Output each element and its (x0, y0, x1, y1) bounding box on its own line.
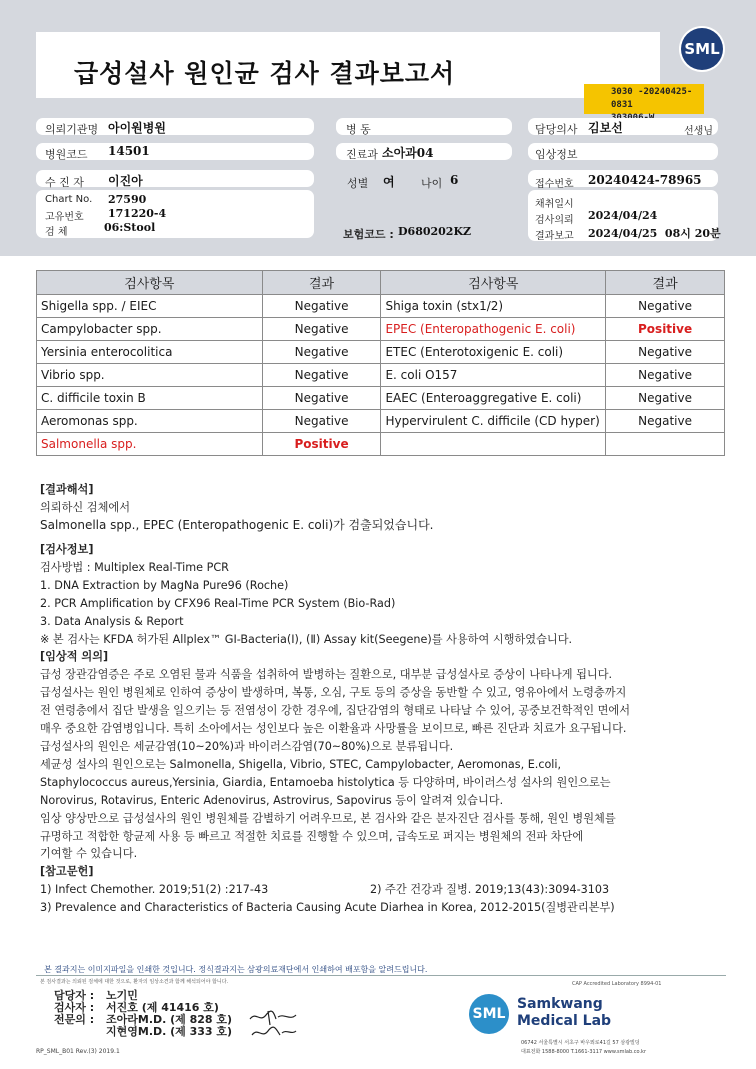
specimen-value: 06:Stool (104, 221, 156, 234)
doctor-suffix: 선생님 (684, 126, 713, 137)
clinical-line: 매우 중요한 감염병입니다. 특히 소아에서는 성인보다 높은 이환율과 사망률을 보이므로, 빠른 진단과 치료가 요구됩니다. (40, 722, 627, 736)
reference-3: 3) Prevalence and Characteristics of Bacteria Causing Acute Diarhea in Korea, 2012-2015(질병관리본부) (40, 901, 615, 915)
test-result: Negative (606, 387, 725, 410)
sml-circle-icon: SML (469, 994, 509, 1034)
staff-name: 조아라M.D. (제 828 호) (106, 1013, 233, 1026)
request-value: 2024/04/24 (588, 209, 658, 222)
sml-logo-icon: SML (681, 28, 723, 70)
hospital-code-label: 병원코드 (45, 148, 88, 161)
table-row (37, 410, 725, 433)
receipt-value: 20240424-78965 (588, 173, 702, 187)
test-item: Shiga toxin (stx1/2) (381, 295, 606, 318)
table-row (37, 318, 725, 341)
ward-label: 병 동 (346, 123, 371, 136)
clinical-line: 급성설사는 원인 병원체로 인하여 증상이 발생하며, 복통, 오심, 구토 등의 증상을 동반할 수 있고, 영유아에서 노령층까지 (40, 686, 627, 700)
report-value: 2024/04/25 08시 20분 (588, 227, 721, 240)
clinical-line: 급성 장관감염증은 주로 오염된 물과 식품을 섭취하여 발병하는 질환으로, 대부분 급성설사로 증상이 나타나게 됩니다. (40, 668, 613, 682)
clinical-line: 기여할 수 있습니다. (40, 847, 138, 861)
test-item: E. coli O157 (381, 364, 606, 387)
test-info-heading: [검사정보] (40, 543, 94, 556)
clinical-line: 전 연령층에서 집단 발생을 일으키는 등 전염성이 강한 경우에, 집단감염의 형태로 나타날 수 있어, 공중보건학적인 면에서 (40, 704, 631, 718)
staff-name: 노기민 (106, 989, 138, 1002)
age-label: 나이 (421, 177, 443, 190)
reference-2: 2) 주간 건강과 질병. 2019;13(43):3094-3103 (370, 883, 610, 897)
receipt-label: 접수번호 (535, 179, 574, 190)
specimen-label: 검 체 (45, 227, 68, 238)
reference-1: 1) Infect Chemother. 2019;51(2) :217-43 (40, 883, 269, 897)
col-header-result: 결과 (262, 271, 381, 295)
insurance-value: D680202KZ (398, 225, 472, 238)
clinical-line: 세균성 설사의 원인으로는 Salmonella, Shigella, Vibrio, STEC, Campylobacter, Aeromonas, E.coli, (40, 757, 562, 771)
interpretation-line: 의뢰하신 검체에서 (40, 500, 131, 514)
test-result: Negative (262, 387, 381, 410)
clinical-line: 임상 양상만으로 급성설사의 원인 병원체를 감별하기 어려우므로, 본 검사와 같은 분자진단 검사를 통해, 원인 병원체를 (40, 811, 616, 825)
clinical-line: Staphylococcus aureus,Yersinia, Giardia, Entamoeba histolytica 등 다양하며, 바이러스성 설사의 원인으로는 (40, 775, 611, 789)
test-result: Negative (262, 410, 381, 433)
results-table (36, 270, 725, 456)
lab-name-line2: Medical Lab (517, 1013, 612, 1029)
sex-value: 여 (383, 175, 395, 189)
report-title: 급성설사 원인균 검사 결과보고서 (74, 59, 456, 88)
test-item: Campylobacter spp. (37, 318, 263, 341)
image-print-notice: 본 결과지는 이미지파일을 인쇄한 것입니다. 정식결과지는 삼광의료재단에서 인쇄하여 배포함을 알려드립니다. (44, 965, 428, 974)
test-info-line: 검사방법 : Multiplex Real-Time PCR (40, 560, 229, 574)
doctor-value: 김보선 (588, 121, 623, 135)
test-result: Negative (262, 318, 381, 341)
table-row (37, 295, 725, 318)
table-row (37, 341, 725, 364)
hospital-code-value: 14501 (108, 144, 150, 158)
col-header-result: 결과 (606, 271, 725, 295)
footer-disclaimer: 본 검사결과는 의뢰된 검체에 대한 것으로, 환자의 임상소견과 함께 해석되어야 합니다. (40, 979, 229, 985)
handwritten-signature (246, 1005, 300, 1041)
test-result: Positive (262, 433, 381, 456)
dept-value: 소아과04 (382, 146, 434, 160)
patient-name-value: 이진아 (108, 174, 143, 188)
institution-value: 아이원병원 (108, 121, 166, 135)
test-result: Negative (606, 341, 725, 364)
test-item: Hypervirulent C. difficile (CD hyper) (381, 410, 606, 433)
test-result: Negative (262, 341, 381, 364)
insurance-label: 보험코드 : (343, 228, 394, 241)
test-item: Yersinia enterocolitica (37, 341, 263, 364)
staff-name: 지현영M.D. (제 333 호) (106, 1025, 233, 1038)
test-result (606, 433, 725, 456)
table-header-row (37, 271, 725, 295)
request-label: 검사의뢰 (535, 215, 574, 226)
test-item: Aeromonas spp. (37, 410, 263, 433)
references-heading: [참고문헌] (40, 865, 94, 879)
table-row (37, 364, 725, 387)
clinical-line: Norovirus, Rotavirus, Enteric Adenovirus, Astrovirus, Sapovirus 등이 알려져 있습니다. (40, 793, 504, 807)
test-info-line: 1. DNA Extraction by MagNa Pure96 (Roche) (40, 578, 289, 592)
staff-signatures (54, 990, 232, 1038)
test-item (381, 433, 606, 456)
doctor-label: 담당의사 (535, 123, 578, 136)
test-item: Salmonella spp. (37, 433, 263, 456)
staff-role: 검사자 : (54, 1001, 95, 1014)
staff-name: 서진호 (제 41416 호) (106, 1001, 219, 1014)
test-item: Vibrio spp. (37, 364, 263, 387)
test-result: Positive (606, 318, 725, 341)
test-result: Negative (262, 295, 381, 318)
test-info-line: ※ 본 검사는 KFDA 허가된 Allplex™ GI-Bacteria(Ⅰ), (Ⅱ) Assay kit(Seegene)를 사용하여 시행하였습니다. (40, 632, 573, 646)
staff-role: 전문의 : (54, 1013, 95, 1026)
test-item: EPEC (Enteropathogenic E. coli) (381, 318, 606, 341)
lab-name-line1: Samkwang (517, 996, 603, 1012)
clinical-line: 규명하고 적합한 항균제 사용 등 빠르고 적절한 치료를 진행할 수 있으며, 급속도로 퍼지는 병원체의 전파 차단에 (40, 829, 584, 843)
clinical-line: 급성설사의 원인은 세균감염(10~20%)과 바이러스감염(70~80%)으로 분류됩니다. (40, 739, 454, 753)
unique-no-value: 171220-4 (108, 207, 167, 220)
institution-label: 의뢰기관명 (45, 123, 99, 136)
test-result: Negative (606, 295, 725, 318)
patient-name-label: 수 진 자 (45, 176, 84, 189)
clinical-label: 임상정보 (535, 148, 578, 161)
report-label: 결과보고 (535, 231, 574, 242)
table-row (37, 433, 725, 456)
contact-line: 대표전화 1588-8000 T.1661-3117 www.smlab.co.kr (521, 1049, 646, 1055)
table-row (37, 387, 725, 410)
clinical-heading: [임상적 의의] (40, 650, 109, 664)
code-line1: 3030 -20240425-0831 (611, 87, 693, 110)
test-result: Negative (606, 410, 725, 433)
sex-label: 성별 (347, 177, 369, 190)
chart-no-label: Chart No. (45, 194, 93, 205)
test-item: EAEC (Enteroaggregative E. coli) (381, 387, 606, 410)
cap-accreditation: CAP Accredited Laboratory 8994-01 (572, 981, 662, 987)
col-header-item: 검사항목 (37, 271, 263, 295)
chart-no-value: 27590 (108, 193, 147, 206)
test-result: Negative (606, 364, 725, 387)
lab-address (521, 1039, 721, 1057)
interpretation-section (40, 481, 434, 535)
footer-divider (36, 975, 726, 976)
interpretation-heading: [결과해석] (40, 483, 94, 496)
test-item: C. difficile toxin B (37, 387, 263, 410)
dept-label: 진료과 (346, 148, 378, 161)
collect-label: 채취일시 (535, 199, 574, 210)
col-header-item: 검사항목 (381, 271, 606, 295)
test-info-section (40, 541, 730, 917)
interpretation-result: Salmonella spp., EPEC (Enteropathogenic E. coli)가 검출되었습니다. (40, 517, 434, 532)
address-line: 06742 서울특별시 서초구 바우뫼로41길 57 삼광빌딩 (521, 1040, 640, 1046)
test-info-line: 2. PCR Amplification by CFX96 Real-Time PCR System (Bio-Rad) (40, 596, 396, 610)
barcode-label (584, 84, 704, 114)
test-info-line: 3. Data Analysis & Report (40, 614, 184, 628)
test-item: Shigella spp. / EIEC (37, 295, 263, 318)
staff-role: 담당자 : (54, 989, 95, 1002)
form-code: RP_SML_B01 Rev.(3) 2019.1 (36, 1048, 120, 1055)
test-item: ETEC (Enterotoxigenic E. coli) (381, 341, 606, 364)
test-result: Negative (262, 364, 381, 387)
age-value: 6 (450, 173, 459, 187)
unique-no-label: 고유번호 (45, 212, 84, 223)
title-box (36, 32, 660, 98)
